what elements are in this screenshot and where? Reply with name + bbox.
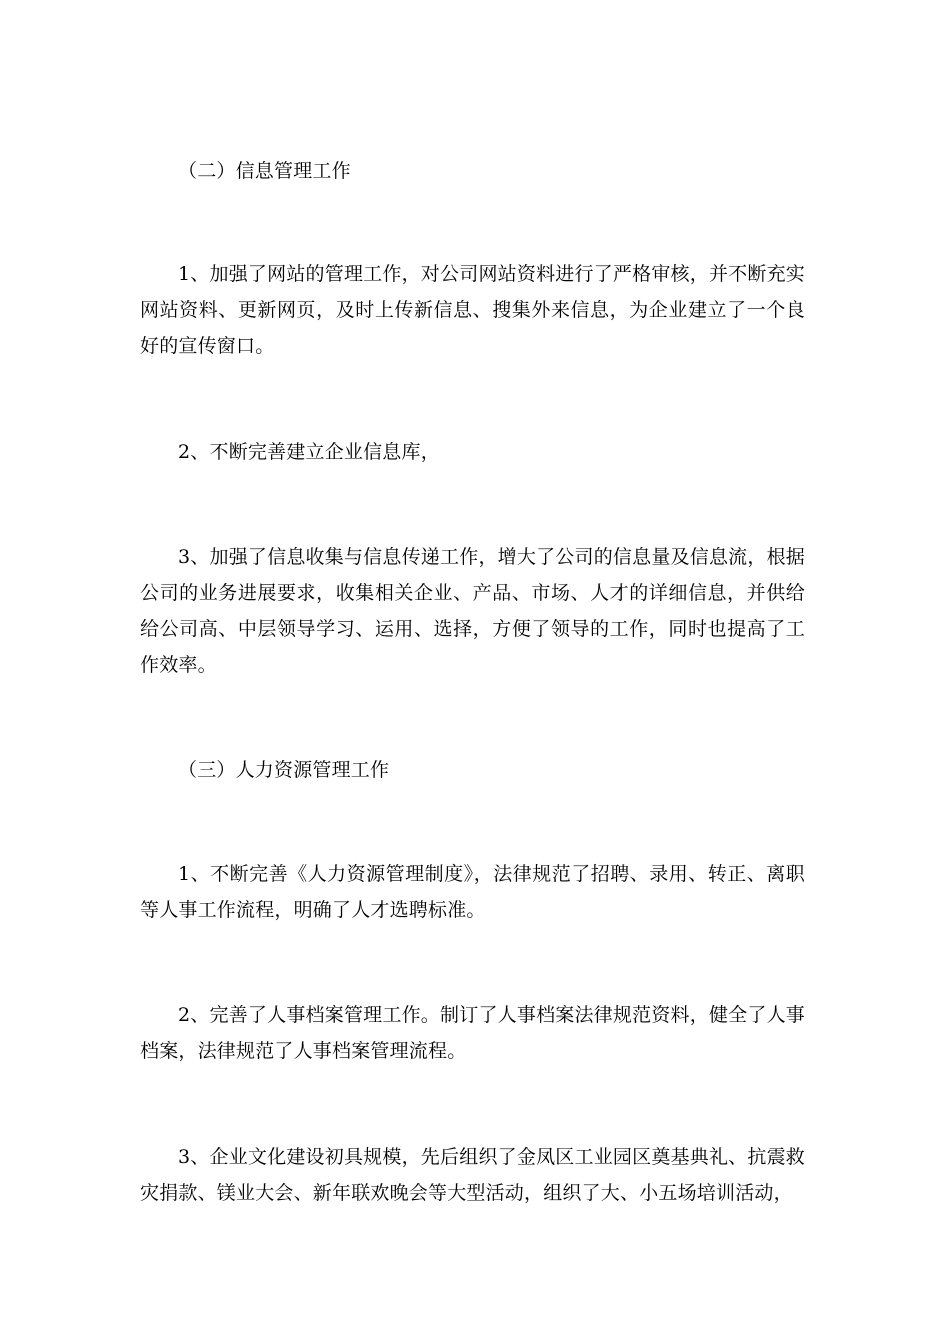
section-heading-human-resources: （三）人力资源管理工作 (178, 759, 390, 781)
paragraph-hr-regulations: 1、不断完善《人力资源管理制度》，法律规范了招聘、录用、转正、离职等人事工作流程，明确了人才选聘标准。 (140, 863, 805, 921)
paragraph-website-management: 1、加强了网站的管理工作，对公司网站资料进行了严格审核，并不断充实网站资料、更新网页，及时上传新信息、搜集外来信息，为企业建立了一个良好的宣传窗口。 (140, 263, 805, 357)
paragraph-personnel-archives: 2、完善了人事档案管理工作。制订了人事档案法律规范资料，健全了人事档案，法律规范了人事档案管理流程。 (140, 1004, 805, 1062)
paragraph-information-database: 2、不断完善建立企业信息库， (178, 441, 440, 463)
paragraph-information-collection: 3、加强了信息收集与信息传递工作，增大了公司的信息量及信息流，根据公司的业务进展要求，收集相关企业、产品、市场、人才的详细信息，并供给给公司高、中层领导学习、运用、选择，方便了领导的工作，同时也提高了工作效率。 (140, 546, 805, 676)
paragraph-corporate-culture: 3、企业文化建设初具规模，先后组织了金凤区工业园区奠基典礼、抗震救灾捐款、镁业大会、新年联欢晚会等大型活动，组织了大、小五场培训活动， (140, 1146, 805, 1204)
section-heading-information-management: （二）信息管理工作 (178, 160, 351, 182)
